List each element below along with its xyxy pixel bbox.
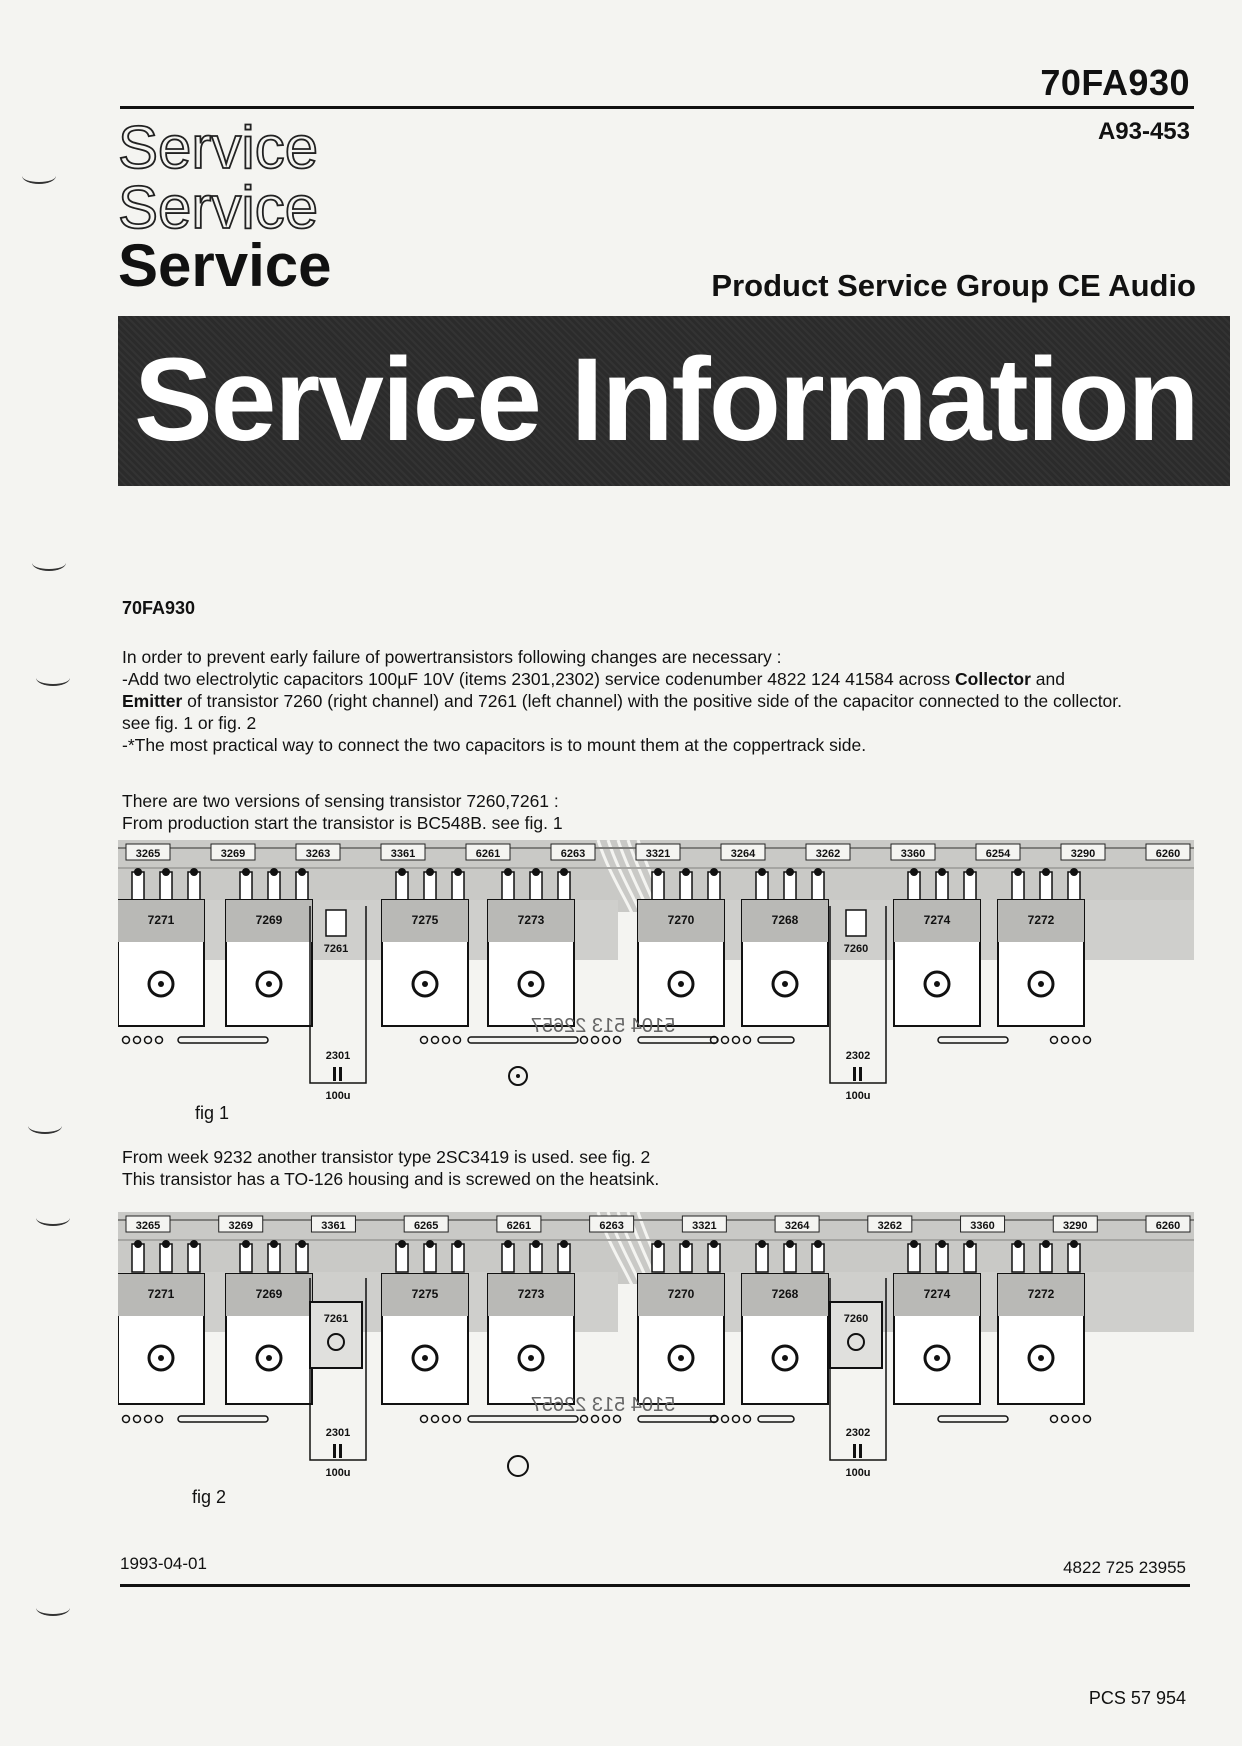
board-mounting-hole-center [516, 1074, 520, 1078]
transistor-leg [296, 1244, 308, 1272]
transistor-leg [268, 1244, 280, 1272]
component-label: 6261 [506, 1220, 532, 1232]
solder-pad [443, 1416, 450, 1423]
capacitor-plate [339, 1067, 342, 1081]
solder-pad [443, 1037, 450, 1044]
solder-pad [123, 1416, 130, 1423]
transistor-leg [188, 872, 200, 900]
capacitor-value-label: 100u [325, 1090, 351, 1102]
solder-pad [421, 1037, 428, 1044]
component-label: 6263 [599, 1220, 624, 1232]
component-label: 6261 [475, 848, 501, 860]
solder-pad [162, 868, 170, 876]
component-label: 3361 [321, 1220, 346, 1232]
mounting-hole-center [266, 981, 272, 987]
solder-pad [910, 868, 918, 876]
component-label: 3361 [390, 848, 416, 860]
capacitor-value-label: 100u [325, 1467, 351, 1479]
mounting-hole-center [528, 981, 534, 987]
component-label: 3262 [877, 1220, 903, 1232]
margin-mark [36, 1600, 70, 1616]
solder-pad [242, 868, 250, 876]
component-label: 3321 [645, 848, 671, 860]
solder-pad [560, 868, 568, 876]
solder-pad [1042, 1240, 1050, 1248]
figure-label: fig 1 [195, 1103, 230, 1123]
component-label: 3321 [692, 1220, 717, 1232]
transistor-leg [1040, 872, 1052, 900]
transistor-label: 7270 [667, 913, 695, 927]
transistor-label: 7273 [517, 1287, 545, 1301]
solder-pad [1062, 1416, 1069, 1423]
transistor-leg [908, 872, 920, 900]
text-line: There are two versions of sensing transistor 7260,7261 : [122, 791, 559, 811]
transistor-label: 7268 [771, 1287, 799, 1301]
margin-mark [28, 1118, 62, 1134]
service-logo-line: Service [118, 114, 319, 181]
transistor-label: 7271 [147, 913, 175, 927]
mounting-hole-center [158, 1355, 164, 1361]
mounting-hole-center [1038, 981, 1044, 987]
transistor-label: 7275 [411, 913, 439, 927]
solder-pad [426, 1240, 434, 1248]
solder-pad [421, 1416, 428, 1423]
transistor-leg [240, 872, 252, 900]
wire-bridge [638, 1037, 718, 1043]
sensing-transistor-label: 7261 [323, 1313, 349, 1325]
solder-pad [190, 868, 198, 876]
transistor-leg [558, 1244, 570, 1272]
component-label: 3269 [220, 848, 246, 860]
solder-pad [1042, 868, 1050, 876]
solder-pad [758, 1240, 766, 1248]
service-logo-line: Service [118, 174, 319, 241]
transistor-leg [268, 872, 280, 900]
margin-mark [32, 555, 66, 571]
wire-bridge [468, 1037, 578, 1043]
transistor-leg [132, 872, 144, 900]
wire-bridge [758, 1037, 794, 1043]
solder-pad [560, 1240, 568, 1248]
solder-pad [654, 868, 662, 876]
transistor-leg [680, 1244, 692, 1272]
component-label: 3263 [305, 848, 331, 860]
solder-pad [603, 1416, 610, 1423]
component-label: 6260 [1155, 848, 1181, 860]
transistor-leg [812, 1244, 824, 1272]
mounting-hole-center [158, 981, 164, 987]
solder-pad [592, 1037, 599, 1044]
capacitor-item-label: 2302 [845, 1050, 871, 1062]
transistor-leg [1040, 1244, 1052, 1272]
transistor-label: 7269 [255, 913, 283, 927]
transistor-label: 7270 [667, 1287, 695, 1301]
solder-pad [162, 1240, 170, 1248]
transistor-leg [188, 1244, 200, 1272]
mounting-hole-center [934, 1355, 940, 1361]
solder-pad [682, 1240, 690, 1248]
header-rule [120, 106, 1194, 109]
transistor-leg [756, 1244, 768, 1272]
transistor-label: 7268 [771, 913, 799, 927]
week-paragraph [122, 1146, 1142, 1190]
solder-pad [1014, 1240, 1022, 1248]
solder-pad [432, 1416, 439, 1423]
wire-bridge [938, 1037, 1008, 1043]
margin-mark [22, 168, 56, 184]
margin-mark [36, 670, 70, 686]
solder-pad [744, 1037, 751, 1044]
capacitor-item-label: 2301 [325, 1427, 351, 1439]
transistor-leg [396, 1244, 408, 1272]
solder-pad [270, 868, 278, 876]
solder-pad [758, 868, 766, 876]
capacitor-value-label: 100u [845, 1467, 871, 1479]
transistor-leg [964, 1244, 976, 1272]
capacitor-plate [853, 1067, 856, 1081]
transistor-leg [908, 1244, 920, 1272]
wire-bridge [178, 1037, 268, 1043]
solder-pad [1084, 1037, 1091, 1044]
mounting-hole-center [422, 1355, 428, 1361]
instructions-paragraph [122, 646, 1142, 756]
solder-pad [592, 1416, 599, 1423]
solder-pad [1073, 1037, 1080, 1044]
transistor-leg [530, 1244, 542, 1272]
transistor-leg [812, 872, 824, 900]
transistor-leg [756, 872, 768, 900]
transistor-leg [296, 872, 308, 900]
transistor-leg [240, 1244, 252, 1272]
service-logo-line: Service [118, 232, 332, 299]
capacitor-item-label: 2302 [845, 1427, 871, 1439]
solder-pad [270, 1240, 278, 1248]
sensing-transistor-bc548 [326, 910, 346, 936]
transistor-label: 7271 [147, 1287, 175, 1301]
transistor-leg [708, 872, 720, 900]
text-line: -*The most practical way to connect the two capacitors is to mount them at the coppertrack side. [122, 735, 867, 755]
solder-pad [532, 868, 540, 876]
solder-pad [123, 1037, 130, 1044]
transistor-leg [452, 1244, 464, 1272]
solder-pad [532, 1240, 540, 1248]
model-number: 70FA930 [1040, 62, 1190, 103]
solder-pad [454, 1240, 462, 1248]
margin-mark [36, 1210, 70, 1226]
text-line: In order to prevent early failure of powertransistors following changes are necessary : [122, 647, 782, 667]
versions-paragraph [122, 790, 1142, 834]
solder-pad [938, 868, 946, 876]
transistor-leg [1012, 872, 1024, 900]
solder-pad [454, 1037, 461, 1044]
transistor-leg [652, 1244, 664, 1272]
transistor-label: 7273 [517, 913, 545, 927]
transistor-leg [1068, 872, 1080, 900]
transistor-leg [530, 872, 542, 900]
board-code: 5104 513 22657 [530, 1394, 676, 1416]
solder-pad [722, 1037, 729, 1044]
capacitor-plate [859, 1067, 862, 1081]
text-line: From week 9232 another transistor type 2SC3419 is used. see fig. 2 [122, 1147, 651, 1167]
solder-pad [710, 1240, 718, 1248]
capacitor-item-label: 2301 [325, 1050, 351, 1062]
transistor-leg [132, 1244, 144, 1272]
solder-pad [432, 1037, 439, 1044]
wire-bridge [758, 1416, 794, 1422]
transistor-leg [1068, 1244, 1080, 1272]
capacitor-plate [339, 1444, 342, 1458]
component-label: 3264 [730, 848, 756, 860]
solder-pad [682, 868, 690, 876]
component-label: 3265 [135, 848, 161, 860]
solder-pad [1070, 1240, 1078, 1248]
solder-pad [504, 868, 512, 876]
transistor-leg [502, 1244, 514, 1272]
pcb-figure [118, 840, 1194, 1102]
board-mounting-hole [508, 1456, 528, 1476]
solder-pad [581, 1416, 588, 1423]
component-label: 3269 [228, 1220, 253, 1232]
mounting-hole-center [782, 1355, 788, 1361]
capacitor-plate [853, 1444, 856, 1458]
transistor-leg [424, 872, 436, 900]
solder-pad [134, 1416, 141, 1423]
sensing-transistor-label: 7260 [843, 1313, 869, 1325]
solder-pad [744, 1416, 751, 1423]
transistor-label: 7272 [1027, 1287, 1055, 1301]
component-label: 3360 [900, 848, 926, 860]
transistor-leg [1012, 1244, 1024, 1272]
solder-pad [603, 1037, 610, 1044]
transistor-leg [452, 872, 464, 900]
solder-pad [814, 1240, 822, 1248]
solder-pad [1073, 1416, 1080, 1423]
mounting-hole-center [528, 1355, 534, 1361]
transistor-leg [160, 872, 172, 900]
section-heading: 70FA930 [122, 598, 196, 618]
sensing-transistor-bc548 [846, 910, 866, 936]
solder-pad [145, 1416, 152, 1423]
transistor-label: 7269 [255, 1287, 283, 1301]
transistor-label: 7272 [1027, 913, 1055, 927]
pcb-figure [118, 1212, 1194, 1479]
component-label: 3262 [815, 848, 841, 860]
solder-pad [786, 1240, 794, 1248]
component-label: 6263 [560, 848, 586, 860]
solder-pad [134, 1240, 142, 1248]
solder-pad [733, 1416, 740, 1423]
mounting-hole-center [678, 1355, 684, 1361]
solder-pad [910, 1240, 918, 1248]
solder-pad [733, 1037, 740, 1044]
transistor-leg [160, 1244, 172, 1272]
solder-pad [966, 868, 974, 876]
solder-pad [1070, 868, 1078, 876]
solder-pad [398, 1240, 406, 1248]
solder-pad [1051, 1416, 1058, 1423]
transistor-leg [558, 872, 570, 900]
solder-pad [938, 1240, 946, 1248]
solder-pad [134, 1037, 141, 1044]
solder-pad [454, 868, 462, 876]
wire-bridge [468, 1416, 578, 1422]
transistor-leg [936, 872, 948, 900]
sensing-transistor-label: 7261 [323, 943, 349, 955]
board-code: 5104 513 22657 [530, 1015, 676, 1037]
figure-1-pcb-diagram [118, 840, 1194, 1120]
transistor-leg [784, 1244, 796, 1272]
mounting-hole-center [782, 981, 788, 987]
transistor-leg [502, 872, 514, 900]
transistor-leg [424, 1244, 436, 1272]
transistor-leg [708, 1244, 720, 1272]
document-number: A93-453 [1097, 118, 1190, 145]
transistor-label: 7274 [923, 913, 951, 927]
component-label: 3265 [135, 1220, 161, 1232]
solder-pad [298, 1240, 306, 1248]
figure-2-pcb-diagram [118, 1212, 1194, 1502]
solder-pad [786, 868, 794, 876]
transistor-leg [680, 872, 692, 900]
transistor-leg [652, 872, 664, 900]
component-label: 3264 [784, 1220, 810, 1232]
solder-pad [1062, 1037, 1069, 1044]
capacitor-plate [333, 1067, 336, 1081]
solder-pad [614, 1416, 621, 1423]
transistor-leg [964, 872, 976, 900]
product-group: Product Service Group CE Audio [711, 268, 1196, 303]
solder-pad [504, 1240, 512, 1248]
solder-pad [722, 1416, 729, 1423]
text-line: -Add two electrolytic capacitors 100µF 10V (items 2301,2302) service codenumber 4822 124 41584 across Collector and Emitter of transistor 7260 (right channel) and 7261 (left channel) with the positive side of the capacitor connected to the collector. see fig. 1 or fig. 2 [122, 669, 1123, 733]
component-label: 6254 [985, 848, 1011, 860]
wire-bridge [178, 1416, 268, 1422]
text-line: From production start the transistor is BC548B. see fig. 1 [122, 813, 563, 833]
solder-pad [145, 1037, 152, 1044]
solder-pad [1084, 1416, 1091, 1423]
component-label: 3290 [1070, 848, 1096, 860]
transistor-label: 7275 [411, 1287, 439, 1301]
solder-pad [581, 1037, 588, 1044]
mounting-hole-center [678, 981, 684, 987]
capacitor-plate [859, 1444, 862, 1458]
mounting-hole-center [422, 981, 428, 987]
wire-bridge [638, 1416, 718, 1422]
capacitor-value-label: 100u [845, 1090, 871, 1102]
solder-pad [1051, 1037, 1058, 1044]
solder-pad [814, 868, 822, 876]
component-label: 6260 [1155, 1220, 1181, 1232]
transistor-leg [396, 872, 408, 900]
transistor-label: 7274 [923, 1287, 951, 1301]
solder-pad [398, 868, 406, 876]
solder-pad [156, 1037, 163, 1044]
pcs-number: PCS 57 954 [1088, 1688, 1186, 1708]
solder-pad [426, 868, 434, 876]
solder-pad [654, 1240, 662, 1248]
footer-rule [120, 1584, 1190, 1587]
solder-pad [454, 1416, 461, 1423]
document-code: 4822 725 23955 [1063, 1558, 1186, 1577]
solder-pad [1014, 868, 1022, 876]
component-label: 3360 [970, 1220, 995, 1232]
solder-pad [134, 868, 142, 876]
solder-pad [966, 1240, 974, 1248]
mounting-hole-center [934, 981, 940, 987]
banner-title: Service Information [134, 334, 1198, 466]
solder-pad [614, 1037, 621, 1044]
issue-date: 1993-04-01 [120, 1554, 207, 1573]
wire-bridge [938, 1416, 1008, 1422]
solder-pad [710, 868, 718, 876]
transistor-leg [936, 1244, 948, 1272]
capacitor-plate [333, 1444, 336, 1458]
component-label: 6265 [413, 1220, 439, 1232]
mounting-hole-center [266, 1355, 272, 1361]
transistor-leg [784, 872, 796, 900]
figure-label: fig 2 [192, 1487, 227, 1507]
solder-pad [298, 868, 306, 876]
text-line: This transistor has a TO-126 housing and is screwed on the heatsink. [122, 1169, 660, 1189]
sensing-transistor-label: 7260 [843, 943, 869, 955]
mounting-hole-center [1038, 1355, 1044, 1361]
solder-pad [190, 1240, 198, 1248]
solder-pad [242, 1240, 250, 1248]
solder-pad [156, 1416, 163, 1423]
component-label: 3290 [1063, 1220, 1088, 1232]
